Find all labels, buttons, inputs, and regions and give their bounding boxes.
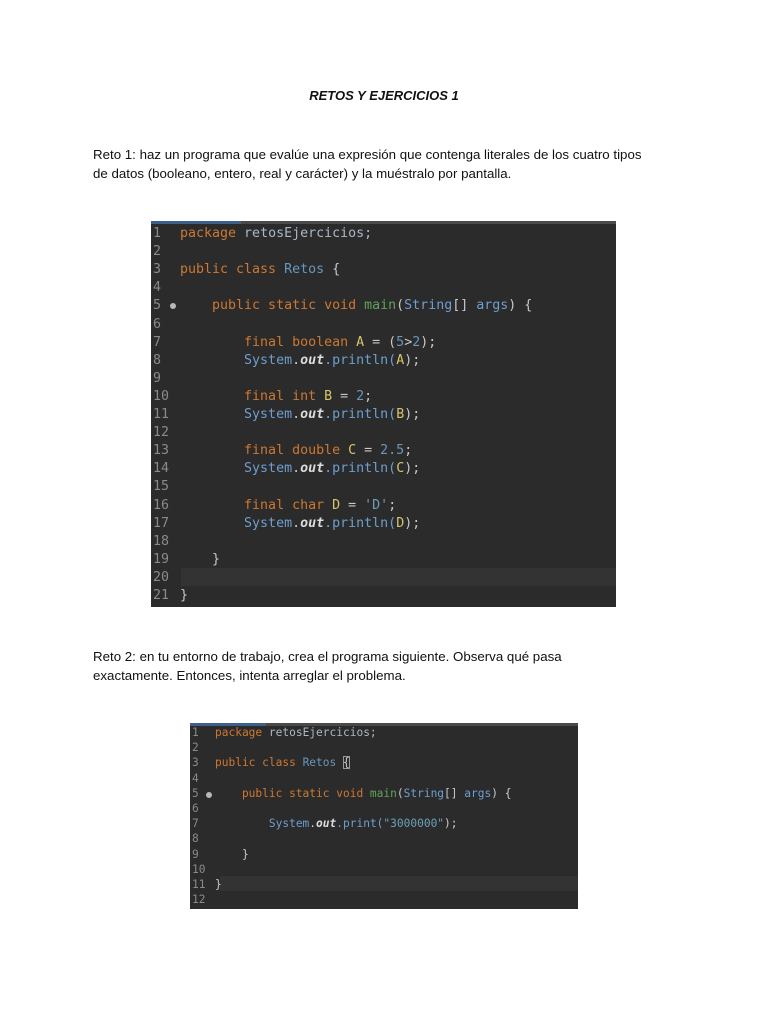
code-line bbox=[151, 353, 616, 371]
code-token: . bbox=[292, 407, 301, 422]
code-line bbox=[151, 335, 616, 353]
line-number: 21 bbox=[153, 588, 170, 603]
code-token: .println( bbox=[324, 352, 397, 368]
line-number: 8 bbox=[192, 832, 199, 846]
code-text bbox=[215, 878, 222, 891]
code-token: out bbox=[300, 407, 325, 422]
line-number: 18 bbox=[153, 533, 170, 549]
code-token: B bbox=[324, 388, 333, 404]
code-text bbox=[180, 461, 420, 476]
line-number: 20 bbox=[153, 569, 170, 585]
code-text bbox=[180, 298, 532, 313]
code-line bbox=[151, 407, 616, 425]
code-text bbox=[180, 353, 420, 368]
code-line bbox=[151, 443, 616, 461]
code-line bbox=[151, 371, 616, 389]
code-token: .print( bbox=[336, 817, 384, 831]
code-line bbox=[151, 588, 616, 606]
code-token: ) { bbox=[491, 786, 512, 800]
code-token: ); bbox=[404, 407, 421, 422]
code-token: public class bbox=[180, 262, 285, 278]
code-token: Retos bbox=[284, 262, 325, 278]
code-text bbox=[180, 262, 340, 277]
code-token: = bbox=[356, 443, 381, 459]
code-token: main bbox=[369, 786, 397, 800]
code-token: [] bbox=[452, 298, 477, 314]
code-token: .println( bbox=[324, 407, 397, 422]
line-number: 5 bbox=[192, 786, 199, 800]
code-line bbox=[190, 817, 578, 832]
code-token: final double bbox=[180, 443, 349, 459]
code-token: { bbox=[324, 262, 341, 278]
line-number: 1 bbox=[153, 226, 162, 241]
code-text bbox=[180, 335, 436, 350]
code-token: 2 bbox=[412, 334, 421, 350]
code-token: 5 bbox=[396, 334, 405, 350]
line-number: 1 bbox=[192, 726, 199, 739]
code-token bbox=[336, 756, 343, 769]
code-token: "3000000" bbox=[383, 817, 445, 831]
code-token: retosEjercicios; bbox=[236, 226, 373, 241]
code-token: public static void bbox=[215, 786, 370, 800]
line-number: 7 bbox=[153, 334, 162, 350]
code-token: } bbox=[180, 551, 221, 567]
line-number: 4 bbox=[153, 280, 162, 296]
code-line bbox=[151, 461, 616, 479]
code-text bbox=[215, 817, 458, 830]
fold-marker-icon[interactable] bbox=[206, 792, 212, 798]
code-token: = bbox=[332, 388, 357, 404]
code-token: } bbox=[215, 878, 222, 891]
code-line bbox=[151, 570, 616, 588]
code-line bbox=[151, 244, 616, 262]
code-token: ( bbox=[396, 786, 404, 800]
line-number: 10 bbox=[153, 388, 170, 404]
code-line bbox=[151, 516, 616, 534]
code-token: final boolean bbox=[180, 334, 357, 350]
code-token: } bbox=[180, 588, 189, 603]
code-line bbox=[190, 756, 578, 771]
code-token: 2.5 bbox=[380, 443, 405, 459]
line-number: 11 bbox=[192, 878, 206, 891]
code-token: ); bbox=[420, 334, 437, 350]
code-token: main bbox=[364, 298, 397, 314]
line-number: 12 bbox=[192, 893, 206, 907]
code-token: . bbox=[292, 461, 301, 477]
code-token: String bbox=[404, 298, 453, 314]
line-number: 3 bbox=[192, 756, 199, 770]
code-token: package bbox=[215, 726, 263, 739]
code-token: .println( bbox=[324, 461, 397, 477]
line-number: 16 bbox=[153, 497, 170, 513]
code-line bbox=[151, 280, 616, 298]
code-text bbox=[180, 443, 412, 458]
reto1-line-1: Reto 1: haz un programa que evalúe una expresión que contenga literales de los cuatro tipos bbox=[93, 147, 642, 162]
line-number: 19 bbox=[153, 551, 170, 567]
code-token: System bbox=[180, 515, 293, 531]
code-token: { bbox=[343, 756, 350, 770]
code-line bbox=[151, 534, 616, 552]
code-token: D bbox=[332, 497, 341, 513]
code-token: out bbox=[316, 817, 337, 831]
code-text bbox=[215, 848, 249, 861]
code-line bbox=[151, 226, 616, 244]
line-number: 2 bbox=[192, 741, 199, 755]
code-text bbox=[180, 226, 372, 241]
code-text bbox=[180, 407, 420, 422]
line-number: 4 bbox=[192, 771, 199, 785]
code-token: D bbox=[396, 515, 405, 531]
line-number: 3 bbox=[153, 262, 162, 278]
line-number: 5 bbox=[153, 298, 162, 314]
line-number: 9 bbox=[153, 370, 162, 386]
line-number: 10 bbox=[192, 862, 206, 876]
code-token: ) { bbox=[508, 298, 533, 314]
code-token: System bbox=[215, 817, 310, 831]
code-screenshot-reto2 bbox=[190, 723, 578, 909]
line-number: 8 bbox=[153, 352, 162, 368]
reto1-paragraph bbox=[93, 145, 693, 183]
code-token: public class bbox=[215, 756, 303, 770]
code-token: System bbox=[180, 352, 293, 368]
code-text bbox=[215, 726, 377, 739]
code-token: System bbox=[180, 461, 293, 477]
line-number: 12 bbox=[153, 425, 170, 441]
line-number: 13 bbox=[153, 443, 170, 459]
code-token: out bbox=[300, 461, 325, 477]
code-token: = bbox=[340, 497, 365, 513]
code-text bbox=[180, 389, 372, 404]
reto1-line-2: de datos (booleano, entero, real y carácter) y la muéstralo por pantalla. bbox=[93, 166, 512, 181]
code-token: ( bbox=[396, 298, 405, 314]
code-token: > bbox=[404, 334, 413, 350]
line-number: 6 bbox=[153, 316, 162, 332]
code-token: C bbox=[348, 443, 357, 459]
code-token: ); bbox=[444, 817, 458, 831]
code-token: ); bbox=[404, 352, 421, 368]
code-token: ; bbox=[388, 497, 397, 513]
code-token: retosEjercicios; bbox=[262, 726, 377, 739]
code-token: ; bbox=[404, 443, 413, 459]
code-screenshot-reto1 bbox=[151, 221, 616, 607]
code-line bbox=[151, 317, 616, 335]
line-number: 11 bbox=[153, 407, 170, 422]
reto2-line-1: Reto 2: en tu entorno de trabajo, crea el programa siguiente. Observa qué pasa bbox=[93, 649, 562, 664]
code-text bbox=[180, 516, 420, 531]
code-token: C bbox=[396, 461, 405, 477]
code-token: 2 bbox=[356, 388, 365, 404]
code-text bbox=[180, 498, 396, 513]
code-line bbox=[190, 741, 578, 756]
line-number: 14 bbox=[153, 461, 170, 477]
code-token: args bbox=[464, 786, 492, 800]
code-line bbox=[190, 893, 578, 908]
code-token: . bbox=[309, 817, 317, 831]
code-token: A bbox=[396, 352, 405, 368]
reto2-paragraph bbox=[93, 647, 693, 685]
code-text bbox=[215, 787, 511, 800]
line-number: 17 bbox=[153, 515, 170, 531]
code-text bbox=[180, 588, 188, 603]
code-token: ); bbox=[404, 461, 421, 477]
code-text bbox=[180, 552, 220, 567]
line-number: 2 bbox=[153, 244, 162, 260]
code-token: A bbox=[356, 334, 365, 350]
code-token: final char bbox=[180, 497, 333, 513]
code-line bbox=[151, 298, 616, 316]
code-line bbox=[190, 848, 578, 863]
code-line bbox=[190, 802, 578, 817]
code-line bbox=[190, 878, 578, 893]
code-token: args bbox=[476, 298, 509, 314]
code-token: . bbox=[292, 352, 301, 368]
code-token: . bbox=[292, 515, 301, 531]
code-token: .println( bbox=[324, 515, 397, 531]
code-line bbox=[190, 832, 578, 847]
code-token: ; bbox=[364, 388, 373, 404]
code-line bbox=[190, 787, 578, 802]
code-token: package bbox=[180, 226, 237, 241]
code-token: = ( bbox=[364, 334, 397, 350]
code-line bbox=[151, 389, 616, 407]
code-token: [] bbox=[444, 786, 465, 800]
fold-marker-icon[interactable] bbox=[170, 303, 176, 309]
code-token: B bbox=[396, 407, 405, 422]
line-number: 15 bbox=[153, 479, 170, 495]
line-number: 6 bbox=[192, 802, 199, 815]
code-token: String bbox=[403, 786, 445, 800]
document-title: RETOS Y EJERCICIOS 1 bbox=[309, 88, 459, 103]
line-number: 7 bbox=[192, 817, 199, 831]
code-token: out bbox=[300, 515, 325, 531]
code-line bbox=[151, 425, 616, 443]
code-line bbox=[190, 726, 578, 741]
reto2-line-2: exactamente. Entonces, intenta arreglar el problema. bbox=[93, 668, 406, 683]
code-line bbox=[151, 479, 616, 497]
code-token: 'D' bbox=[364, 497, 389, 513]
code-line bbox=[151, 498, 616, 516]
code-token: ); bbox=[404, 515, 421, 531]
code-line bbox=[190, 772, 578, 787]
code-text bbox=[215, 756, 350, 769]
code-token: Retos bbox=[302, 756, 337, 770]
code-token: out bbox=[300, 352, 325, 368]
code-token: public static void bbox=[180, 298, 365, 314]
line-number: 9 bbox=[192, 847, 199, 861]
code-token: System bbox=[180, 407, 293, 422]
code-line bbox=[151, 262, 616, 280]
code-token: final int bbox=[180, 388, 325, 404]
code-token: } bbox=[215, 847, 249, 861]
